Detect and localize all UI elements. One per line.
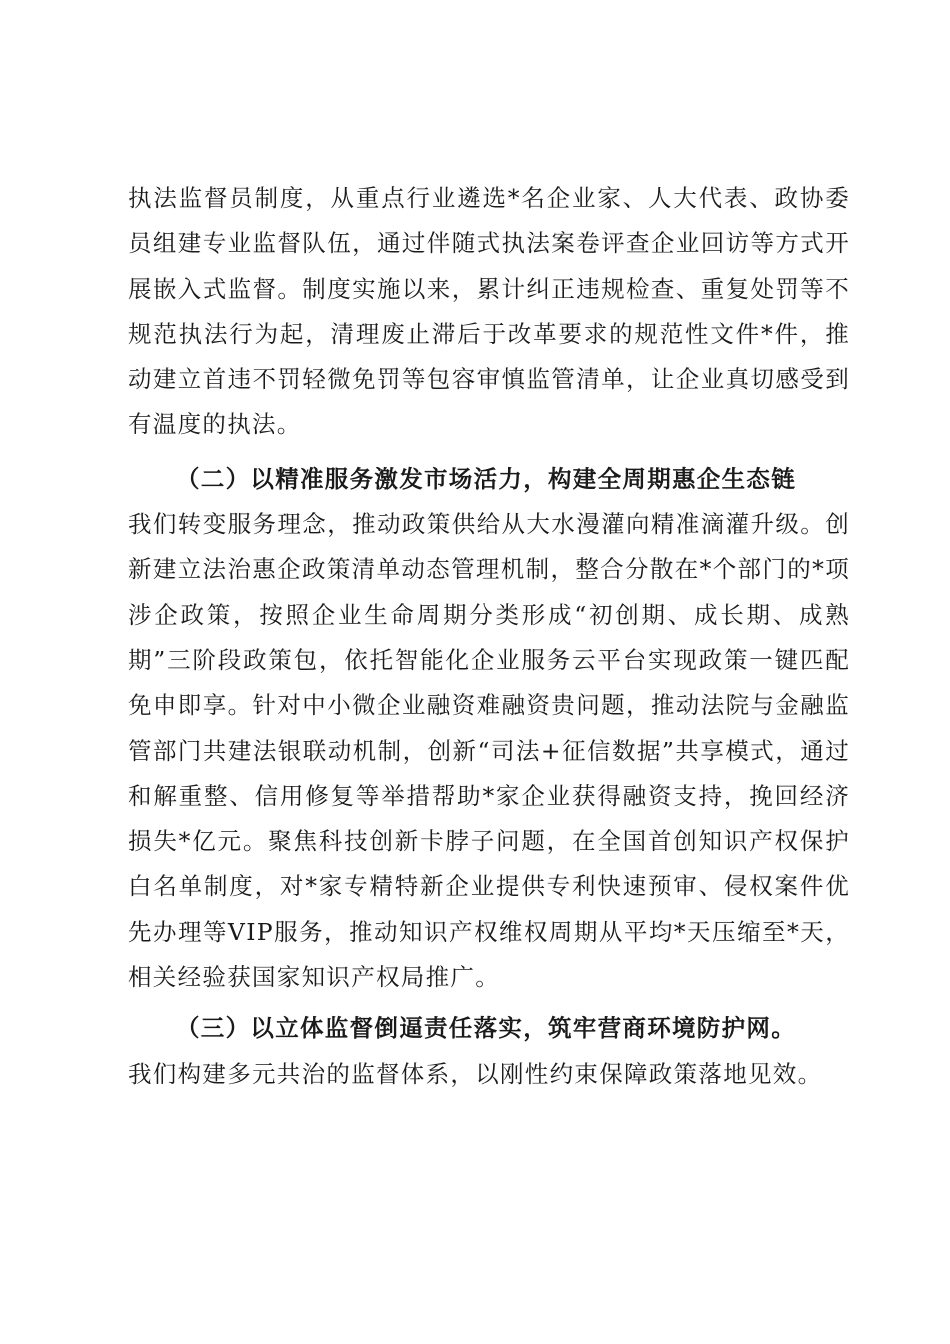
section-heading-supervision: （三）以立体监督倒逼责任落实，筑牢营商环境防护网。: [176, 1014, 796, 1043]
body-paragraph-precise-services: 我们转变服务理念，推动政策供给从大水漫灌向精准滴灌升级。创新建立法治惠企政策清单动态管理机制，整合分散在*个部门的*项涉企政策，按照企业生命周期分类形成“初创期、成长期、成熟期”三阶段政策包，依托智能化企业服务云平台实现政策一键匹配免申即享。针对中小微企业融资难融资贵问题，推动法院与金融监管部门共建法银联动机制，创新“司法+征信数据”共享模式，通过和解重整、信用修复等举措帮助*家企业获得融资支持，挽回经济损失*亿元。聚焦科技创新卡脖子问题，在全国首创知识产权保护白名单制度，对*家专精特新企业提供专利快速预审、侵权案件优先办理等VIP服务，推动知识产权维权周期从平均*天压缩至*天，相关经验获国家知识产权局推广。: [128, 510, 850, 992]
body-paragraph-supervision: 我们构建多元共治的监督体系，以刚性约束保障政策落地见效。: [128, 1059, 823, 1088]
section-heading-precise-services: （二）以精准服务激发市场活力，构建全周期惠企生态链: [176, 464, 796, 493]
body-paragraph-enforcement-supervisors: 执法监督员制度，从重点行业遴选*名企业家、人大代表、政协委员组建专业监督队伍，通过伴随式执法案卷评查企业回访等方式开展嵌入式监督。制度实施以来，累计纠正违规检查、重复处罚等不规范执法行为起，清理废止滞后于改革要求的规范性文件*件，推动建立首违不罚轻微免罚等包容审慎监管清单，让企业真切感受到有温度的执法。: [128, 184, 850, 439]
document-body: [128, 176, 850, 1097]
